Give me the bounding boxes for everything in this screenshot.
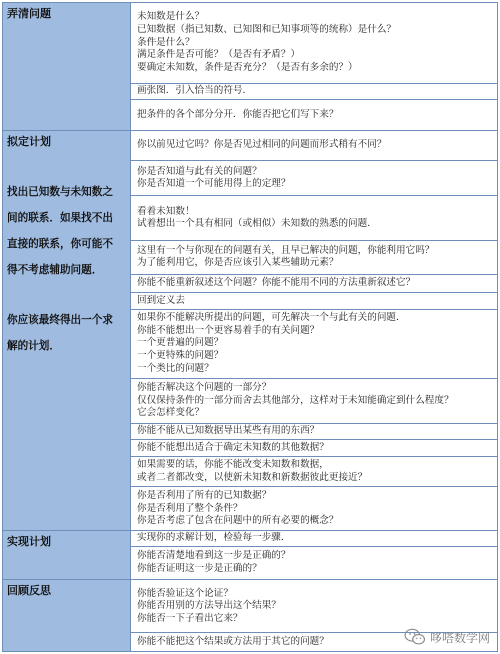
section-title: 弄清问题 (7, 7, 51, 20)
table-cell: 你能否验证这个论证？ 你能否用别的方法导出这个结果？ 你能否一下子看出它来？ (131, 580, 498, 633)
table-cell: 你能不能从已知数据导出某些有用的东西？ (131, 424, 498, 440)
table-row (3, 3, 498, 84)
table-cell: 这里有一个与你现在的问题有关，且早已解决的问题，你能利用它吗？ 为了能利用它，你是否应该引入某些辅助元素？ (131, 241, 498, 275)
table-row (3, 580, 498, 633)
table-cell: 你是否知道与此有关的问题？ 你是否知道一个可能用得上的定理？ (131, 161, 498, 196)
table-cell: 你能否清楚地看到这一步是正确的？ 你能否证明这一步是正确的？ (131, 546, 498, 580)
table-cell: 你以前见过它吗？你是否见过相同的问题而形式稍有不同？ (131, 130, 498, 161)
table-cell: 你能不能想出适合于确定未知数的其他数据？ (131, 440, 498, 456)
section-title: 拟定计划 (7, 134, 51, 148)
table-cell: 看着未知数！ 试着想出一个具有相同（或相似）未知数的熟悉的问题． (131, 196, 498, 241)
section-label (3, 3, 131, 131)
watermark (404, 628, 490, 646)
section-label (3, 531, 131, 580)
table-cell: 把条件的各个部分分开．你能否把它们写下来？ (131, 100, 498, 131)
table-cell: 画张图．引入恰当的符号． (131, 83, 498, 99)
section-title: 实现计划 (7, 535, 51, 549)
wechat-icon (404, 628, 426, 646)
table-cell: 回到定义去 (131, 293, 498, 309)
plan-note: 找出已知数与未知数之 间的联系．如果找不出 直接的联系，你可能不 得不考虑辅助问题． (7, 185, 113, 276)
table-cell: 如果你不能解决所提出的问题，可先解决一个与此有关的问题． 你能不能想出一个更容易着手的有关问题？ 一个更普遍的问题？ 一个更特殊的问题？ 一个类比的问题？ (131, 309, 498, 378)
problem-solving-table (2, 2, 498, 652)
table-cell: 未知数是什么？ 已知数据（指已知数、已知图和已知事项等的统称）是什么？ 条件是什么？ 满足条件是否可能？（是否有矛盾？） 要确定未知数，条件是否充分？（是否有多余的？） (131, 3, 498, 84)
table-cell: 如果需要的话，你能不能改变未知数和数据， 或者二者都改变，以使新未知数和新数据彼此更接近？ (131, 456, 498, 487)
table-row (3, 130, 498, 161)
final-plan-note: 你应该最终得出一个求 解的计划． (7, 313, 113, 352)
table-cell: 你能不能重新叙述这个问题？你能不能用不同的方法重新叙述它？ (131, 274, 498, 292)
section-label (3, 580, 131, 652)
watermark-text: 哆嗒数学网 (429, 630, 490, 645)
table-cell: 你是否利用了所有的已知数据？ 你是否利用了整个条件？ 你是否考虑了包含在问题中的所有必要的概念？ (131, 487, 498, 531)
table-cell: 你能否解决这个问题的一部分？ 仅仅保持条件的一部分而舍去其他部分，这样对于未知能确定到什么程度？ 它会怎样变化？ (131, 379, 498, 424)
section-title: 回顾反思 (7, 584, 51, 598)
table-row (3, 531, 498, 546)
table-cell: 实现你的求解计划，检验每一步骤． (131, 531, 498, 546)
section-label (3, 130, 131, 531)
table-cell: 你能不能把这个结果或方法用于其它的问题？ (131, 633, 498, 652)
